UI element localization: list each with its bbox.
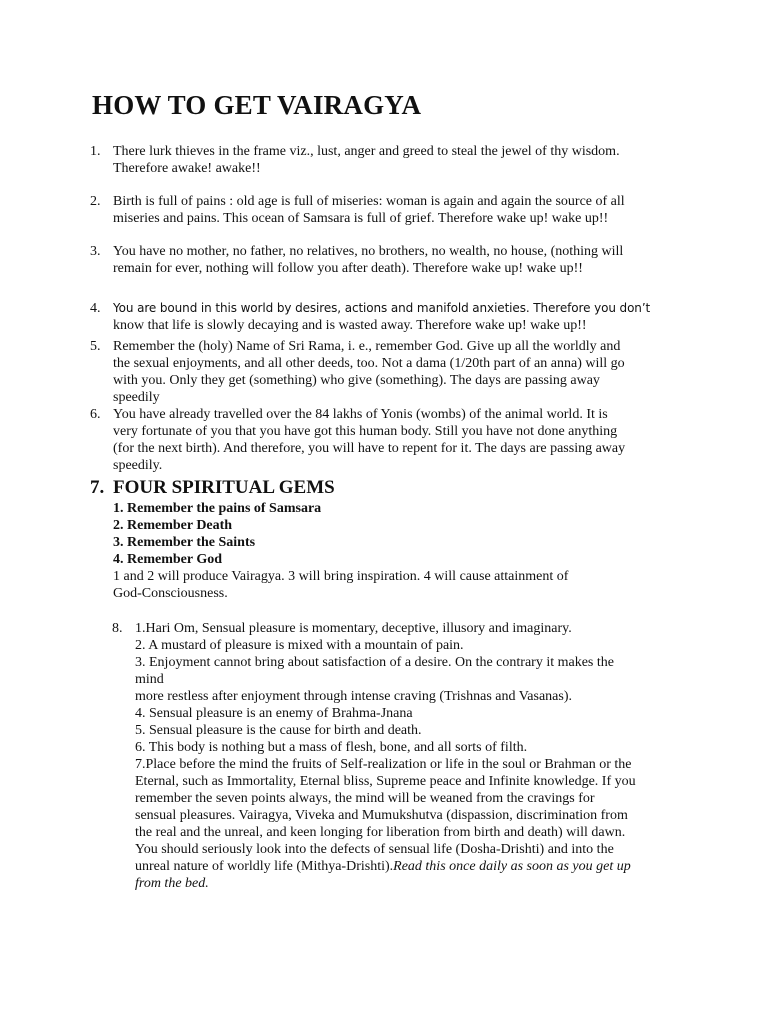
- list-number: 5.: [90, 339, 101, 354]
- gems-note: God-Consciousness.: [113, 586, 228, 601]
- page-title: HOW TO GET VAIRAGYA: [92, 90, 422, 120]
- list-number: 1.: [90, 144, 101, 159]
- list-number: 4.: [90, 301, 101, 316]
- list-text: You have already travelled over the 84 lakhs of Yonis (wombs) of the animal world. It is very fortunate of you that you have got this human body. Still you have not done anything (for the next birth). And therefore, you will have to repent for it. The days are passing away speedily.: [113, 407, 626, 473]
- list-text: Remember the (holy) Name of Sri Rama, i. e., remember God. Give up all the worldly and the sexual enjoyments, and all other deeds, too. Not a dama (1/20th part of an anna) will go with you. Only they get (something) who give (something). The days are passing away speedily: [113, 339, 625, 405]
- gem-item: 4. Remember God: [113, 552, 222, 567]
- italic-instruction: Read this once daily as soon as you get up: [393, 859, 631, 874]
- gems-note: 1 and 2 will produce Vairagya. 3 will bring inspiration. 4 will cause attainment of: [113, 569, 569, 584]
- gem-item: 1. Remember the pains of Samsara: [113, 501, 322, 516]
- list-text: You are bound in this world by desires, actions and manifold anxieties. Therefore you don’t know that life is slowly decaying and is wasted away. Therefore wake up! wake up!!: [113, 301, 651, 333]
- gems-list: [113, 500, 568, 602]
- list-number: 2.: [90, 194, 101, 209]
- list-text: There lurk thieves in the frame viz., lust, anger and greed to steal the jewel of thy wisdom. Therefore awake! awake!!: [113, 144, 620, 176]
- list-number: 8.: [112, 621, 123, 636]
- italic-instruction-end: from the bed.: [135, 876, 209, 891]
- list-number: 6.: [90, 407, 101, 422]
- list-item-8: 1.Hari Om, Sensual pleasure is momentary, deceptive, illusory and imaginary. 2. A mustard of pleasure is mixed with a mountain of pain. 3. Enjoyment cannot bring about satisfaction of a desire. On the contrary it makes the mind more restless after enjoyment through intense craving (Trishnas and Vasanas). 4. Sensual pleasure is an enemy of Brahma-Jnana 5. Sensual pleasure is the cause for birth and death. 6. This body is nothing but a mass of flesh, bone, and all sorts of filth. 7.Place before the mind the fruits of Self-realization or life in the soul or Brahman or the Eternal, such as Immortality, Eternal bliss, Supreme peace and Infinite knowledge. If you remember the seven points always, the mind will be weaned from the cravings for sensual pleasures. Vairagya, Viveka and Mumukshutva (dispassion, discrimination from the real and the unreal, and keen longing for liberation from birth and death) will dawn. You should seriously look into the defects of sensual life (Dosha-Drishti) and into the unreal nature of worldly life (Mithya-Drishti).Read this once daily as soon as you get up from the bed.: [135, 621, 636, 891]
- gem-item: 2. Remember Death: [113, 518, 233, 533]
- section-heading: FOUR SPIRITUAL GEMS: [113, 477, 335, 498]
- list-number: 3.: [90, 244, 101, 259]
- gem-item: 3. Remember the Saints: [113, 535, 256, 550]
- list-text: You have no mother, no father, no relatives, no brothers, no wealth, no house, (nothing will remain for ever, nothing will follow you after death). Therefore wake up! wake up!!: [113, 244, 624, 276]
- gems-number: 7.: [90, 477, 105, 498]
- list-text: Birth is full of pains : old age is full of miseries: woman is again and again the source of all miseries and pains. This ocean of Samsara is full of grief. Therefore wake up! wake up!!: [113, 194, 625, 226]
